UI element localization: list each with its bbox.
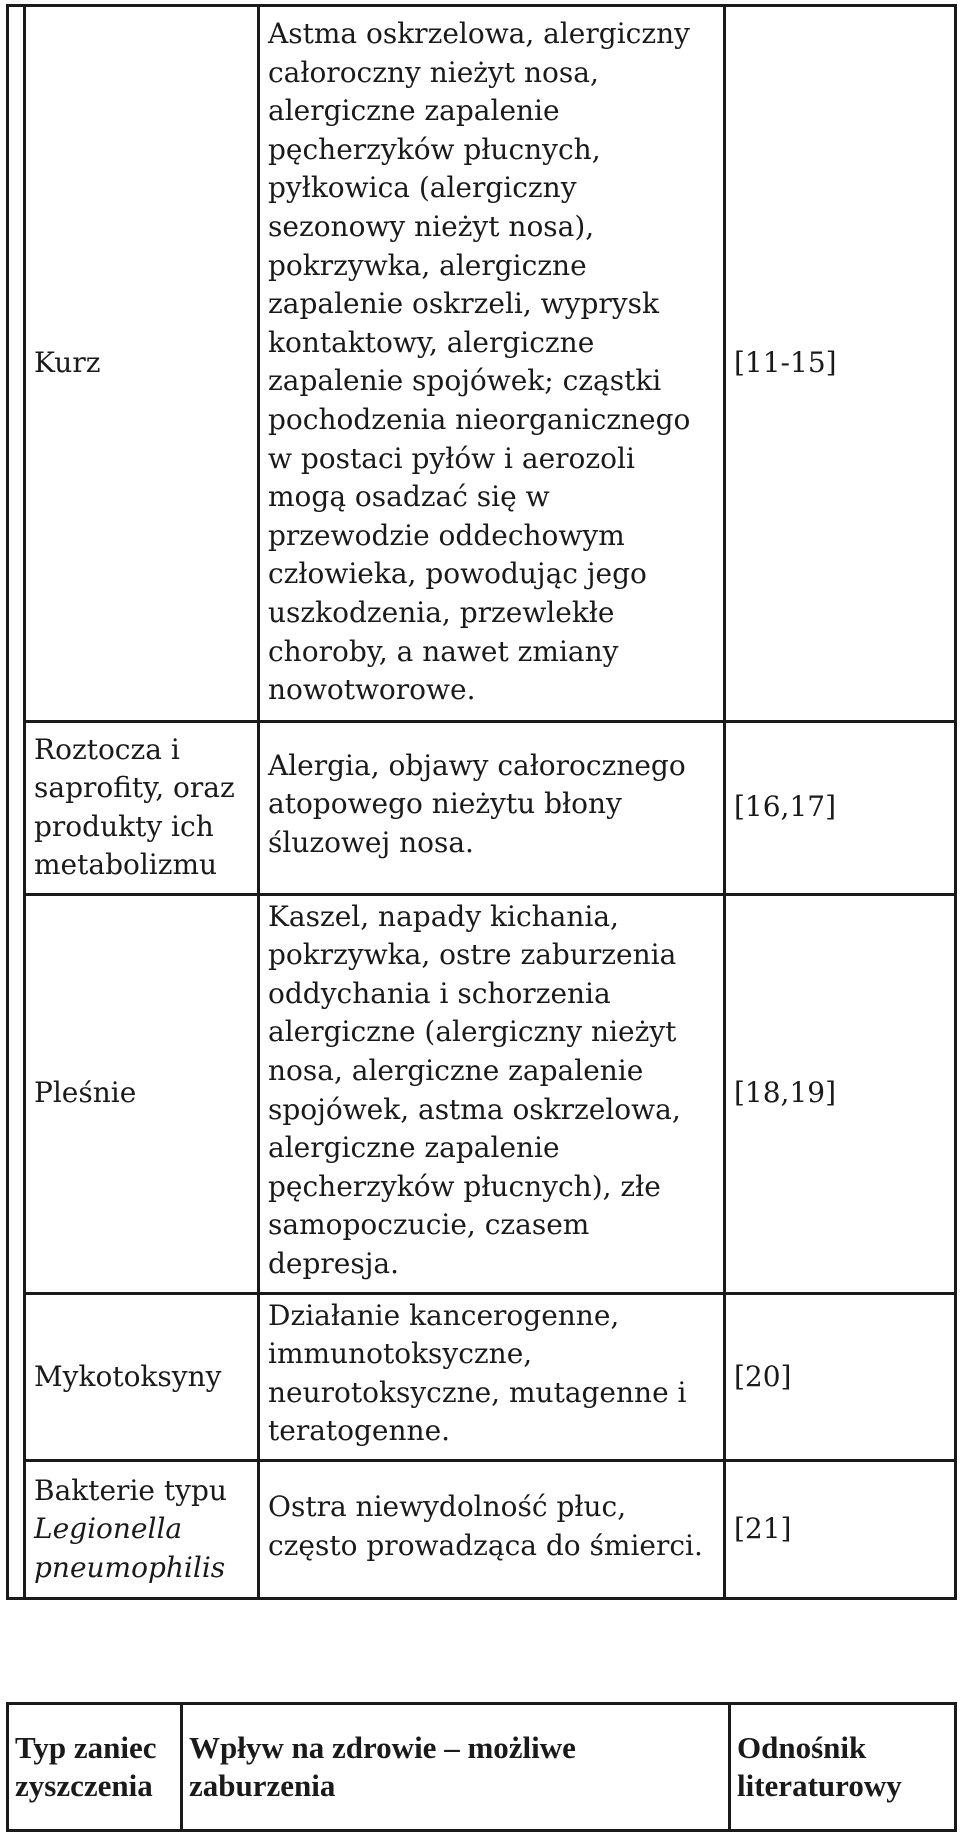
pollutant-type-species: Legionella pneumophilis xyxy=(34,1512,226,1584)
reference-cell: [20] xyxy=(725,1293,956,1460)
header-row xyxy=(8,1704,956,1831)
table-row xyxy=(8,721,956,894)
table-row xyxy=(8,1461,956,1599)
reference-cell: [18,19] xyxy=(725,894,956,1293)
table-row xyxy=(8,1293,956,1460)
reference-cell: [21] xyxy=(725,1461,956,1599)
health-effect-cell: Kaszel, napady kichania, pokrzywka, ostre zaburzenia oddychania i schorzenia alergiczne (alergiczny nieżyt nosa, alergiczne zapalenie spojówek, astma oskrzelowa, alergiczne zapalenie pęcherzyków płucnych), złe samopoczucie, czasem depresja. xyxy=(259,894,725,1293)
health-effect-cell: Ostra niewydolność płuc, często prowadząca do śmierci. xyxy=(259,1461,725,1599)
header-col-type-text: Typ zanieczyszczenia xyxy=(15,1730,157,1803)
reference-cell: [11-15] xyxy=(725,6,956,722)
pollutant-type-cell: Mykotoksyny xyxy=(25,1293,259,1460)
table-header xyxy=(6,1702,957,1832)
health-effect-cell: Astma oskrzelowa, alergiczny całoroczny nieżyt nosa, alergiczne zapalenie pęcherzyków płucnych, pyłkowica (alergiczny sezonowy nieżyt nosa), pokrzywka, alergiczne zapalenie oskrzeli, wyprysk kontaktowy, alergiczne zapalenie spojówek; cząstki pochodzenia nieorganicznego w postaci pyłów i aerozoli mogą osadzać się w przewodzie oddechowym człowieka, powodując jego uszkodzenia, przewlekłe choroby, a nawet zmiany nowotworowe. xyxy=(259,6,725,722)
pollutant-type-cell: Kurz xyxy=(25,6,259,722)
pollutant-type-cell: Roztocza i saprofity, oraz produkty ich metabolizmu xyxy=(25,721,259,894)
pollutant-type-prefix: Bakterie typu xyxy=(34,1473,227,1507)
pollutant-type-cell xyxy=(25,1461,259,1599)
table-row xyxy=(8,6,956,722)
table-row xyxy=(8,894,956,1293)
left-gutter-column xyxy=(8,6,25,1599)
pollutant-type-cell: Pleśnie xyxy=(25,894,259,1293)
header-col-ref: Odnośnik literaturowy xyxy=(730,1704,956,1831)
header-col-type xyxy=(8,1704,182,1831)
health-effect-cell: Działanie kancerogenne, immunotoksyczne, neurotoksyczne, mutagenne i teratogenne. xyxy=(259,1293,725,1460)
hazards-table xyxy=(6,4,957,1600)
header-col-effect: Wpływ na zdrowie – możliwe zaburzenia xyxy=(182,1704,730,1831)
reference-cell: [16,17] xyxy=(725,721,956,894)
health-effect-cell: Alergia, objawy całorocznego atopowego nieżytu błony śluzowej nosa. xyxy=(259,721,725,894)
